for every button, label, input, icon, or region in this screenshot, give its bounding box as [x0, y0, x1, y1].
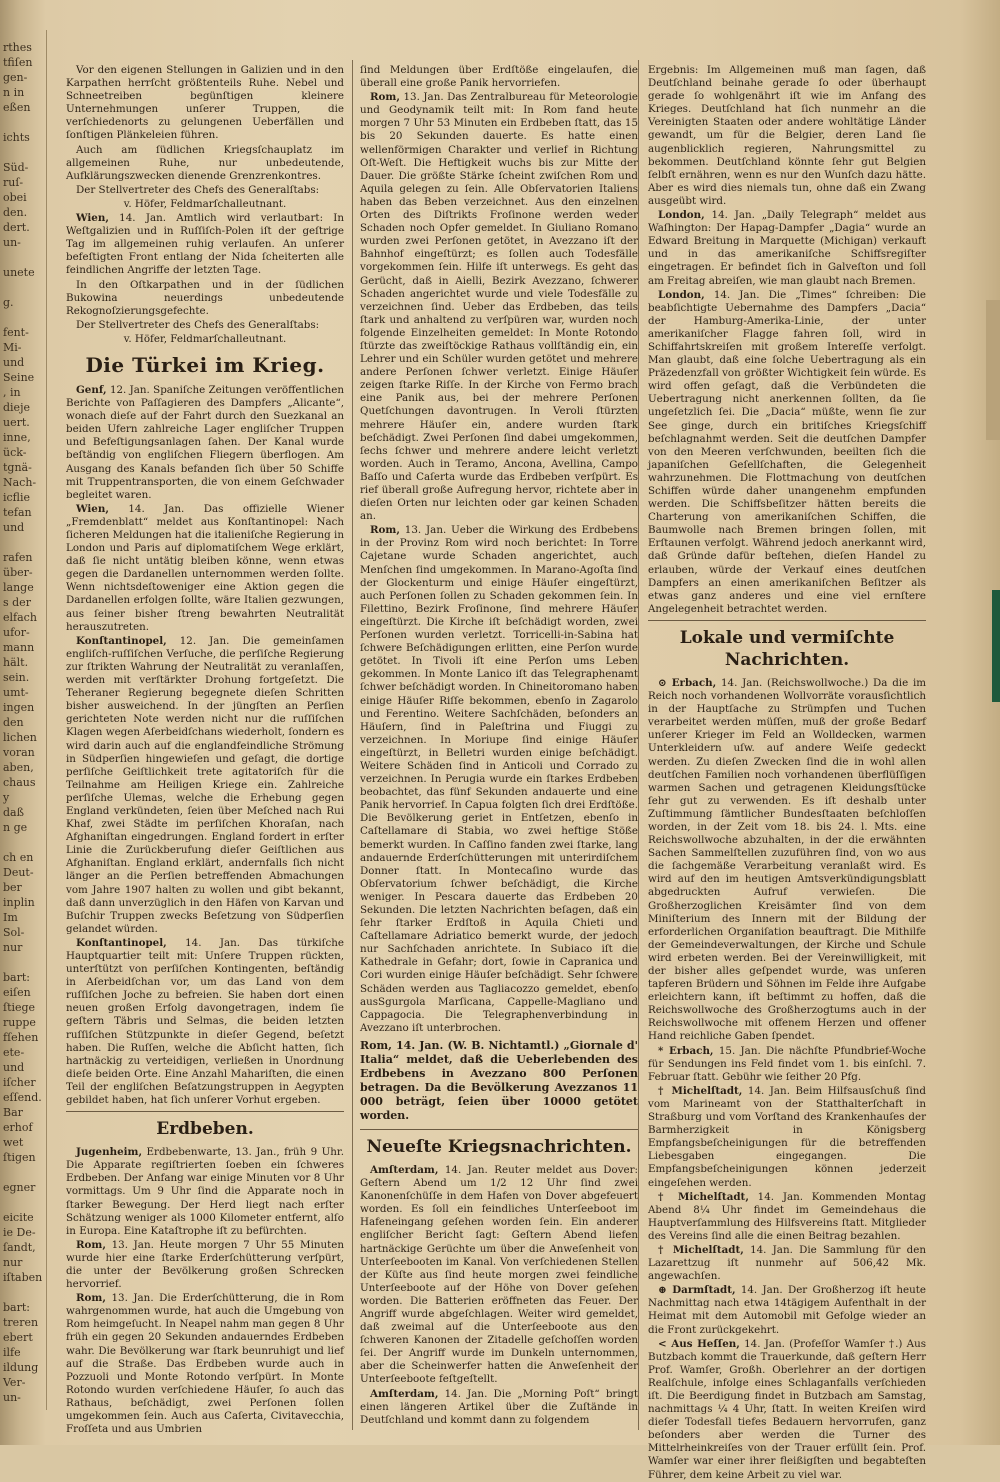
paragraph-body: 14. Jan. Kommenden Montag Abend 8¼ Uhr findet im Gemeindehaus die Hauptverſammlung des Hilfsvereins ſtatt. Mitglieder des Vereins ſind alle die einen Beitrag bezahlen.	[648, 1190, 926, 1242]
stub-fragment: umt-	[3, 686, 29, 699]
paragraph-body: 14. Jan. Reuter meldet aus Dover: Geſtern Abend um 1/2 12 Uhr ſind zwei Kanonenſchüſſe in dem Hafen von Dover abgefeuert worden. Es ſoll ein feindliches Unterſeeboot im Hafeneingang geſehen worden ſein. Ein anderer engliſcher Bericht ſagt: Geſtern Abend liefen hartnäckige Gerüchte um über die Anweſenheit von Unterſeebooten im Kanal. Von verſchiedenen Stellen der Küſte aus ſind heute morgen zwei feindliche Unterſeeboote auf der Höhe von Dover geſehen worden. Die Batterien eröffneten das Feuer. Der Angriff wurde abgeſchlagen. Weiter wird gemeldet, daß zweimal auf die Unterſeeboote aus den ſchweren Kanonen der Zitadelle geſchoſſen worden ſei. Der Angriff wurde im Dunkeln unternommen, aber die Scheinwerfer hatten die Anweſenheit der Unterſeeboote feſtgeſtellt.	[360, 1163, 638, 1386]
dateline: Wien,	[76, 212, 109, 225]
signature-line: v. Höfer, Feldmarſchalleutnant.	[123, 197, 287, 210]
column-rule-2	[638, 60, 639, 1430]
stub-fragment: ie De-	[3, 1226, 36, 1239]
stub-fragment: obei	[3, 191, 27, 204]
stub-fragment: und	[3, 356, 25, 369]
article-paragraph	[360, 1164, 638, 1387]
dateline: * Erbach,	[658, 1044, 714, 1057]
stub-fragment: rafen	[3, 551, 33, 564]
stub-fragment: ruſ-	[3, 176, 24, 189]
stub-fragment: nur	[3, 1256, 23, 1269]
dateline: Genf,	[76, 383, 107, 396]
stub-fragment: fent-	[3, 326, 29, 339]
article-paragraph	[648, 677, 926, 1044]
article-paragraph	[360, 91, 638, 523]
stub-fragment: ber	[3, 881, 22, 894]
dateline: ⊙ Erbach,	[658, 676, 717, 689]
stub-fragment: ildung	[3, 1361, 39, 1374]
article-paragraph: Vor den eigenen Stellungen in Galizien und in den Karpathen herrſcht größtenteils Ruhe. Nebel und Schneetreiben begünſtigen kleinere Unternehmungen unſerer Truppen, die verſchiedenorts zu gelungenen Ueberfällen und ſonſtigen Plänkeleien führen.	[66, 64, 344, 142]
stub-fragment: ſandt,	[3, 1241, 36, 1254]
dateline: Rom,	[370, 91, 400, 104]
stub-fragment: über-	[3, 566, 33, 579]
paragraph-body: 14. Jan. Das türkiſche Hauptquartier teilt mit: Unſere Truppen rückten, unterſtützt von perſiſchen Kontingenten, beſtändig in Aſerbeidſchan vor, um das Land von dem ruſſiſchen Joche zu befreien. Sie haben dort einen neuen großen Erfolg davongetragen, indem ſie geſtern Täbris und Selmas, die beiden letzten ruſſiſchen Stützpunkte in dieſer Gegend, beſetzt haben. Die Ruſſen, welche die Abſicht hatten, ſich hartnäckig zu verteidigen, verließen in Unordnung dieſe beiden Orte. Eine Anzahl Mahariſten, die einen Teil der engliſchen Beſatzungstruppen in Aegypten gebildet haben, hat ſich unſerer Vorhut ergeben.	[66, 936, 344, 1107]
article-paragraph	[648, 1244, 926, 1283]
column-1	[66, 64, 344, 1436]
stub-fragment: Ver-	[3, 1376, 26, 1389]
stub-fragment: y	[3, 791, 10, 804]
stub-fragment: den	[3, 716, 24, 729]
stub-fragment: iſcher	[3, 1076, 36, 1089]
stub-fragment: , in	[3, 386, 21, 399]
column-3	[648, 64, 926, 1481]
stub-fragment: ilfe	[3, 1346, 21, 1359]
stub-fragment: ete-	[3, 1046, 25, 1059]
paragraph-body: 14. Jan. „Daily Telegraph“ meldet aus Waſhington: Der Hapag-Dampfer „Dagia“ wurde an Edward Breitung in Marquette (Michigan) verkauft und in das amerikaniſche Schiffsregiſter eingetragen. Er befindet ſich in Galveſton und ſoll am Freitag abreiſen, wie man glaubt nach Bremen.	[648, 209, 926, 287]
stub-fragment: fſehen	[3, 1031, 39, 1044]
column-2	[360, 64, 638, 1436]
stub-fragment: lichen	[3, 731, 37, 744]
article-paragraph	[648, 1191, 926, 1243]
section-rule	[66, 1111, 344, 1112]
page-edge-shadow	[986, 300, 1000, 440]
paragraph-body: 13. Jan. Heute morgen 7 Uhr 55 Minuten wurde hier eine ſtarke Erderſchütterung verſpürt, die unter der Bevölkerung großen Schrecken hervorrief.	[66, 1238, 344, 1291]
stub-fragment: aben,	[3, 761, 34, 774]
stub-fragment: eſſend.	[3, 1091, 42, 1104]
paragraph-body: 14. Jan. (Profeſſor Wamſer †.) Aus Butzbach kommt die Trauerkunde, daß geſtern Herr Prof. Wamſer, Großh. Oberlehrer an der dortigen Realſchule, infolge eines Schlaganfalls verſchieden iſt. Die Beerdigung findet in Butzbach am Samstag, nachmittags ¼ 4 Uhr, ſtatt. In weiten Kreiſen wird dieſer Todesfall tiefes Bedauern hervorrufen, ganz beſonders aber werden die Turner des Mittelrheinkreiſes von der Trauer erfüllt ſein. Prof. Wamſer war einer ihrer fleißigſten und begabteſten Führer, dem keine Arbeit zu viel war.	[648, 1337, 926, 1481]
stub-fragment: tfiſen	[3, 56, 33, 69]
article-paragraph	[66, 1146, 344, 1238]
dateline: Wien,	[76, 502, 109, 515]
stub-fragment: inne,	[3, 431, 31, 444]
stub-fragment: den.	[3, 206, 28, 219]
dateline: < Aus Heſſen,	[658, 1337, 740, 1350]
stub-fragment: uert.	[3, 416, 30, 429]
stub-fragment: n in	[3, 86, 25, 99]
dateline: London,	[658, 209, 705, 222]
article-paragraph	[66, 503, 344, 634]
paragraph-body: 13. Jan. Die Erderſchütterung, die in Rom wahrgenommen wurde, hat auch die Umgebung von Rom heimgeſucht. In Neapel nahm man gegen 8 Uhr früh ein gegen 20 Sekunden andauerndes Erdbeben wahr. Die Bevölkerung war ſtark beunruhigt und lief auf die Straße. Das Erdbeben wurde auch in Pozzuoli und Monte Rotondo verſpürt. In Monte Rotondo wurden verſchiedene Häuſer, ſo auch das Rathaus, beſchädigt, zwei Perſonen ſollen umgekommen ſein. Auch aus Caſerta, Civitavecchia, Froſſeta und aus Umbrien	[66, 1292, 344, 1436]
article-paragraph	[648, 209, 926, 288]
stub-fragment: lange	[3, 581, 34, 594]
paragraph-body: 15. Jan. Die nächſte Pfundbrief-Woche für Sendungen ins Feld findet vom 1. bis einſchl. 7. Februar ſtatt. Gebühr wie ſeither 20 Pfg.	[648, 1044, 926, 1083]
stub-fragment: icflie	[3, 491, 31, 504]
article-paragraph: Der Stellvertreter des Chefs des Generalſtabs:	[76, 183, 320, 196]
article-paragraph	[648, 289, 926, 616]
dateline: Konſtantinopel,	[76, 634, 167, 647]
dateline: Rom,	[370, 524, 400, 537]
article-paragraph: Der Stellvertreter des Chefs des Generalſtabs:	[76, 318, 320, 331]
paragraph-body: 13. Jan. Das Zentralbureau für Meteorologie und Geodynamik teilt mit: In Rom fand heute morgen 7 Uhr 53 Minuten ein Erdbeben ſtatt, das 15 bis 20 Sekunden dauerte. Es hatte einen wellenförmigen Charakter und verlief in Richtung Oſt-Weſt. Die Heftigkeit wuchs bis zur Mitte der Dauer. Die größte Stärke ſcheint zwiſchen Rom und Aquila gelegen zu ſein. Alle Obſervatorien Italiens haben das Beben verzeichnet. Aus den einzelnen Orten des Diſtrikts Froſinone werden weder Schaden noch Opfer gemeldet. In Giuliano Romano wurden zwei Perſonen getötet, in Avezzano iſt der Bahnhof eingeſtürzt; es ſollen auch Todesfälle vorgekommen ſein. Hilfe iſt unterwegs. Es geht das Gerücht, daß in Aielli, Bezirk Avezzano, ſchwerer Schaden angerichtet wurde und viele Todesfälle zu verzeichnen ſind. Ueber das Erdbeben, das teils ſtark und anhaltend zu verſpüren war, wurden noch folgende Einzelheiten gemeldet: In Monte Rotondo ſtürzte das zweiſtöckige Rathaus vollſtändig ein, ein Lehrer und ein Schüler wurden getötet und mehrere andere Perſonen ſchwer verletzt. Einige Häuſer zeigen ſtarke Riſſe. In der Kirche von Fermo brach eine Panik aus, bei der mehrere Perſonen Quetſchungen davontrugen. In Veroli ſtürzten mehrere Häuſer ein, andere wurden ſtark beſchädigt. Zwei Perſonen ſind dabei umgekommen, ſechs ſchwer und mehrere andere leicht verletzt worden. Auch in Teramo, Ancona, Avellina, Campo Baſſo und Caſerta wurde das Erdbeben verſpürt. Es rief überall große Aufregung hervor, richtete aber in dieſen Orten nur leichten oder gar keinen Schaden an.	[360, 91, 638, 523]
stub-fragment: ingen	[3, 701, 35, 714]
section-heading: Erdbeben.	[156, 1119, 254, 1140]
stub-fragment: dieje	[3, 401, 30, 414]
section-rule	[648, 620, 926, 621]
stub-fragment: un-	[3, 1391, 21, 1404]
article-paragraph: Auch am ſüdlichen Kriegsſchauplatz im allgemeinen Ruhe, nur unbedeutende, Aufklärungszwecken dienende Grenzrenkontres.	[66, 143, 344, 182]
dateline: Jugenheim,	[76, 1146, 143, 1159]
green-index-tab	[992, 590, 1000, 702]
gutter-line	[46, 30, 47, 1410]
signature-line: v. Höfer, Feldmarſchalleutnant.	[123, 332, 287, 345]
stub-fragment: bart:	[3, 971, 30, 984]
dateline: † Michelſtadt,	[658, 1084, 743, 1097]
article-paragraph	[66, 1239, 344, 1291]
stub-fragment: ück-	[3, 446, 27, 459]
stub-fragment: hält.	[3, 656, 29, 669]
stub-fragment: erhof	[3, 1121, 33, 1134]
stub-fragment: g.	[3, 296, 14, 309]
stub-fragment: unete	[3, 266, 35, 279]
article-paragraph	[66, 937, 344, 1107]
article-paragraph	[66, 212, 344, 277]
stub-fragment: mann	[3, 641, 35, 654]
paragraph-body: 12. Jan. Die gemeinſamen engliſch-ruſſiſchen Verſuche, die perſiſche Regierung zur ſtrikten Wahrung der Neutralität zu veranlaſſen, werden mit verſtärkter Drohung fortgeſetzt. Die Teheraner Regierung begegnete dieſen Schritten bisher ausweichend. In der jüngſten an Perſien gerichteten Note werden nicht nur die ruſſiſchen Klagen wegen Aſerbeidſchans wiederholt, ſondern es wird darin auch auf die englandfeindliche Strömung in Südperſien hingewieſen und geſagt, die dortige perſiſche Geiſtlichkeit trete agitatoriſch für die Teilnahme am Heiligen Kriege ein. Zahlreiche perſiſche Ulemas, welche die Erhebung gegen England verkündeten, ſeien über Meſched nach Rui Khaf, zwei Städte im perſiſchen Khoraſan, nach Afghaniſtan eingedrungen. England fordert in erſter Linie die Zurückberufung dieſer Geiſtlichen aus Afghaniſtan. England erklärt, andernfalls ſich nicht länger an die Perſien betreffenden Abmachungen vom Jahre 1907 halten zu wollen und gibt bekannt, daß dann unverzüglich in den Häfen von Karvan und Buſchir Truppen zwecks Beſetzung von Südperſien gelandet würden.	[66, 634, 344, 935]
dateline: ⊕ Darmſtadt,	[658, 1284, 736, 1297]
paragraph-body: 14. Jan. Die „Times“ ſchreiben: Die beabſichtigte Uebernahme des Dampfers „Dacia“ der Hamburg-Amerika-Linie, der unter amerikaniſcher Flagge fahren ſoll, wird in Schiffahrtskreiſen mit großem Intereſſe verfolgt. Man glaubt, daß eine ſolche Uebertragung als ein Präzedenzfall von größter Wichtigkeit ſein würde. Es wird offen geſagt, daß die Verbündeten die Uebertragung nicht anerkennen ſollten, da ſie ungeſetzlich ſei. Die „Dacia“ müßte, wenn ſie zur See ginge, durch ein britiſches Kriegsſchiff beſchlagnahmt werden. Seit die deutſchen Dampfer von den Meeren verſchwunden, beeilten ſich die japaniſchen Geſellſchaften, die Gelegenheit wahrzunehmen. Die Flottmachung von deutſchen Schiffen würde daher unangenehm empfunden werden. Die Schiffsbeſitzer hätten bereits die Charterung von amerikaniſchen Schiffen, die Baumwolle nach Bremen bringen ſollen, mit Erſtaunen verfolgt. Während jedoch anerkannt wird, daß Gründe dafür beſtehen, dieſen Handel zu erlauben, würde der Verkauf eines deutſchen Dampfers an einen amerikaniſchen Beſitzer als etwas ganz anderes und eine viel ernſtere Angelegenheit betrachtet werden.	[648, 288, 926, 615]
stub-fragment: n ge	[3, 821, 28, 834]
paragraph-body: 14. Jan. Amtlich wird verlautbart: In Weſtgalizien und in Ruſſiſch-Polen iſt der geſtrige Tag im allgemeinen ruhig verlaufen. An unſerer befeſtigten Front entlang der Nida ſcheiterten alle feindlichen Angriffe der letzten Tage.	[66, 212, 344, 277]
paragraph-body: 14. Jan. Das offizielle Wiener „Fremdenblatt“ meldet aus Konſtantinopel: Nach ſicheren Meldungen hat die italieniſche Regierung in London und Paris auf diplomatiſchem Wege erklärt, daß ſie nicht untätig bleiben könne, wenn etwas gegen die Dardanellen unternommen werden ſollte. Wenn nichtsdeſtoweniger eine Aktion gegen die Dardanellen erfolgen ſollte, wäre Italien gezwungen, aus ſeiner bisher ſtreng bewahrten Neutralität herauszutreten.	[66, 502, 344, 633]
stub-fragment: sein.	[3, 671, 30, 684]
stub-fragment: bart:	[3, 1301, 30, 1314]
stub-fragment: rthes	[3, 41, 32, 54]
stub-fragment: treren	[3, 1316, 39, 1329]
article-paragraph	[360, 1388, 638, 1427]
paragraph-body: 14. Jan. Die „Morning Poſt“ bringt einen längeren Artikel über die Zuſtände in Deutſchland und kommt dann zu folgendem	[360, 1387, 638, 1426]
paragraph-body: 13. Jan. Ueber die Wirkung des Erdbebens in der Provinz Rom wird noch berichtet: In Torre Cajetane wurde Schaden angerichtet, auch Menſchen ſind umgekommen. In Marano-Agoſta ſind der Glockenturm und einige Häuſer eingeſtürzt, auch Perſonen ſollen zu Schaden gekommen ſein. In Filettino, Bezirk Froſinone, ſind mehrere Häuſer eingeſtürzt. Die Kirche iſt beſchädigt worden, zwei Perſonen wurden verletzt. Torricelli-in-Sabina hat ſchwere Beſchädigungen erlitten, eine Perſon wurde getötet. In Tivoli iſt eine Perſon ums Leben gekommen. In Monte Lanico iſt das Telegraphenamt ſchwer beſchädigt worden. In Chineitoromano haben einige Häuſer Riſſe bekommen, ebenſo in Zagarolo und Ferentino. Weitere Sachſchäden, beſonders an Häuſern, ſind in Paleſtrina und Fiuggi zu verzeichnen. In Moriupe ſind einige Häuſer eingeſtürzt, in Belletri wurden einige beſchädigt. Weitere Schäden ſind in Anticoli und Corrado zu verzeichnen. In Perugia wurde ein ſtarkes Erdbeben beobachtet, das fünf Sekunden andauerte und eine Panik hervorrief. In Capua folgten ſich drei Erdſtöße. Die Bevölkerung geriet in Entſetzen, ebenſo in Caſtellamare di Stabia, wo zwei heftige Stöße bemerkt wurden. In Caſſino fanden zwei ſtarke, lang andauernde Erderſchütterungen mit unterirdiſchem Donner ſtatt. In Montecaſino wurde das Obſervatorium ſchwer beſchädigt, die Kirche weniger. In Pescara dauerte das Erdbeben 20 Sekunden. Die letzten Nachrichten beſagen, daß ein ſehr ſtarker Erdſtoß in Aquila Chieti und Caſtellamare Adriatico bemerkt wurde, der jedoch nur Sachſchaden anrichtete. In Subiaco iſt die Kathedrale in Gefahr; dort, ſowie in Capranica und Cori wurden einige Häuſer beſchädigt. Sehr ſchwere Schäden werden aus Tagliacozzo gemeldet, ebenſo ausSgurgola Marſicana, Cappelle-Magliano und Cappagocia. Die Telegraphenverbindung in Avezzano iſt unterbrochen.	[360, 524, 638, 1034]
stub-fragment: inplin	[3, 896, 35, 909]
stub-fragment: Bar	[3, 1106, 23, 1119]
dateline: Rom,	[76, 1292, 106, 1305]
article-paragraph	[648, 1085, 926, 1190]
stub-fragment: Deut-	[3, 866, 34, 879]
stub-fragment: Süd-	[3, 161, 29, 174]
stub-fragment: wet	[3, 1136, 24, 1149]
paragraph-body: 14. Jan. Der Großherzog iſt heute Nachmittag nach etwa 14tägigem Aufenthalt in der Heimat mit dem Automobil mit Gefolge wieder an die Front zurückgekehrt.	[648, 1284, 926, 1336]
dateline: Amſterdam,	[370, 1387, 439, 1400]
stub-fragment: ruppe	[3, 1016, 36, 1029]
stub-fragment: ſtiege	[3, 1001, 36, 1014]
paragraph-body: 14. Jan. (Reichswollwoche.) Da die im Reich noch vorhandenen Wollvorräte vorausſichtlich in der Hauptſache zu Strümpfen und Tuchen verarbeitet werden müſſen, muß der große Bedarf unſerer Krieger im Feld an Wolldecken, warmen Unterkleidern uſw. auf andere Weiſe gedeckt werden. Zu dieſen Zwecken ſind die in wohl allen deutſchen Familien noch vorhandenen überflüſſigen warmen Sachen und getragenen Kleidungsſtücke ſehr gut zu verwenden. Es iſt deshalb unter Zuſtimmung ſämtlicher Bundesſtaaten beſchloſſen worden, in der Zeit vom 18. bis 24. l. Mts. eine Reichswollwoche abzuhalten, in der die erwähnten Sachen Sammelſtellen zuzuführen ſind, von wo aus die ſachgemäße Verarbeitung veranlaßt wird. Es wird auf den im heutigen Amtsverkündigungsblatt abgedruckten Aufruf verwieſen. Die Großherzoglichen Kreisämter ſind von dem Miniſterium des Innern mit der Bildung der erforderlichen Organiſation beauftragt. Die Mithilfe der Gemeindeverwaltungen, der Kirche und Schule wird erbeten werden. Bei der Vereinwilligkeit, mit der bisher alles geſpendet wurde, was unſeren tapferen Brüdern und Söhnen im Felde ihre Aufgabe erleichtern kann, iſt beſtimmt zu hoffen, daß die Reichswollwoche des Großherzogtums auch in der Reichswollwoche mit offenem Herzen und offener Hand reichliche Gaben ſpendet.	[648, 676, 926, 1043]
paragraph-body: 14. Jan. Die Sammlung für den Lazarettzug iſt nunmehr auf 506,42 Mk. angewachſen.	[648, 1243, 926, 1283]
stub-fragment: und	[3, 521, 25, 534]
article-paragraph	[66, 1292, 344, 1436]
section-rule	[360, 1129, 638, 1130]
stub-fragment: s der	[3, 596, 31, 609]
stub-fragment: daß	[3, 806, 24, 819]
article-paragraph	[66, 384, 344, 502]
stub-fragment: ebert	[3, 1331, 33, 1344]
dateline: London,	[658, 288, 705, 301]
article-paragraph: In den Oſtkarpathen und in der ſüdlichen Bukowina neuerdings unbedeutende Rekognoſzierungsgefechte.	[66, 278, 344, 317]
article-paragraph	[648, 1045, 926, 1084]
dateline: Konſtantinopel,	[76, 936, 167, 949]
stub-fragment: eiſen	[3, 986, 31, 999]
article-paragraph: ſind Meldungen über Erdſtöße eingelaufen, die überall eine große Panik hervorriefen.	[360, 64, 638, 90]
article-paragraph	[648, 1284, 926, 1336]
stub-fragment: dert.	[3, 221, 30, 234]
stub-fragment: nur	[3, 941, 23, 954]
stub-fragment: voran	[3, 746, 35, 759]
article-paragraph	[648, 1338, 926, 1482]
stub-fragment: ichts	[3, 131, 30, 144]
stub-fragment: Mi-	[3, 341, 22, 354]
column-rule-1	[352, 60, 353, 1430]
section-heading: Neueſte Kriegsnachrichten.	[366, 1136, 632, 1157]
stub-fragment: iſtaben	[3, 1271, 43, 1284]
stub-fragment: Sol-	[3, 926, 25, 939]
stub-fragment: ſtigen	[3, 1151, 36, 1164]
section-heading: Die Türkei im Krieg.	[85, 352, 325, 377]
stub-fragment: tgnä-	[3, 461, 32, 474]
stub-fragment: eßen	[3, 101, 31, 114]
dateline: † Michelſtadt,	[658, 1190, 749, 1203]
paragraph-body: 12. Jan. Spaniſche Zeitungen veröffentlichen Berichte von Paſſagieren des Dampfers „Alicante“, wonach dieſe auf der Fahrt durch den Suezkanal an beiden Ufern zahlreiche Lager engliſcher Truppen und Befeſtigungsanlagen ſahen. Der Kanal wurde beſtändig von engliſchen Fliegern überflogen. Am Ausgang des Kanals befanden ſich über 50 Schiffe mit Truppentransporten, die von einem Geſchwader begleitet waren.	[66, 383, 344, 501]
bold-dispatch: Rom, 14. Jan. (W. B. Nichtamtl.) „Giornale d' Italia“ meldet, daß die Ueberlebenden des Erdbebens in Avezzano 800 Perſonen betragen. Da die Bevölkerung Avezzanos 11 000 beträgt, ſeien über 10000 getötet worden.	[360, 1038, 638, 1122]
dateline: Amſterdam,	[370, 1163, 439, 1176]
section-heading: Lokale und vermiſchte Nachrichten.	[679, 627, 895, 670]
stub-fragment: und	[3, 1061, 25, 1074]
stub-fragment: eicite	[3, 1211, 34, 1224]
stub-fragment: ch en	[3, 851, 34, 864]
stub-fragment: tefan	[3, 506, 32, 519]
article-paragraph	[66, 635, 344, 936]
article-paragraph	[360, 524, 638, 1035]
dateline: Rom,	[76, 1238, 106, 1251]
stub-fragment: ufor-	[3, 626, 30, 639]
stub-fragment: Nach-	[3, 476, 37, 489]
stub-fragment: egner	[3, 1181, 36, 1194]
paragraph-body: Erdbebenwarte, 13. Jan., früh 9 Uhr. Die Apparate regiſtrierten ſoeben ein ſchweres Erdbeben. Der Anfang war einige Minuten vor 8 Uhr vormittags. Um 9 Uhr ſind die Apparate noch in ſtarker Bewegung. Der Herd liegt nach erſter Schätzung weniger als 1000 Kilometer entfernt, alſo in Europa. Eine Kataſtrophe iſt zu befürchten.	[66, 1146, 344, 1237]
article-paragraph: Ergebnis: Im Allgemeinen muß man ſagen, daß Deutſchland beinahe gerade ſo oder überhaupt gerade ſo wohlgenährt iſt wie im Anfang des Krieges. Deutſchland hat ſich nunmehr an die Vereinigten Staaten oder andere wohltätige Länder gewandt, um für die Belgier, deren Land ſie augenblicklich regieren, Nahrungsmittel zu bekommen. Deutſchland könnte ſehr gut Belgien ſelbſt ernähren, wenn es nur den Wunſch dazu hätte. Aber es wird dies niemals tun, ohne daß ein Zwang ausgeübt wird.	[648, 64, 926, 207]
stub-fragment: chaus	[3, 776, 36, 789]
dateline: † Michelſtadt,	[658, 1243, 744, 1256]
stub-fragment: gen-	[3, 71, 28, 84]
stub-fragment: Im	[3, 911, 18, 924]
paragraph-body: 14. Jan. Beim Hilfsausſchuß ſind vom Marineamt von der Statthalterſchaft in Straßburg und vom Vorſtand des Krankenhauſes der Barmherzigkeit in Königsberg Empfangsbeſcheinigungen für die betreffenden Liebesgaben eingegangen. Die Empfangsbeſcheinigungen können jederzeit eingeſehen werden.	[648, 1084, 926, 1189]
adjacent-page-stub	[0, 0, 44, 1445]
stub-fragment: Seine	[3, 371, 35, 384]
stub-fragment: elfach	[3, 611, 37, 624]
stub-fragment: un-	[3, 236, 21, 249]
